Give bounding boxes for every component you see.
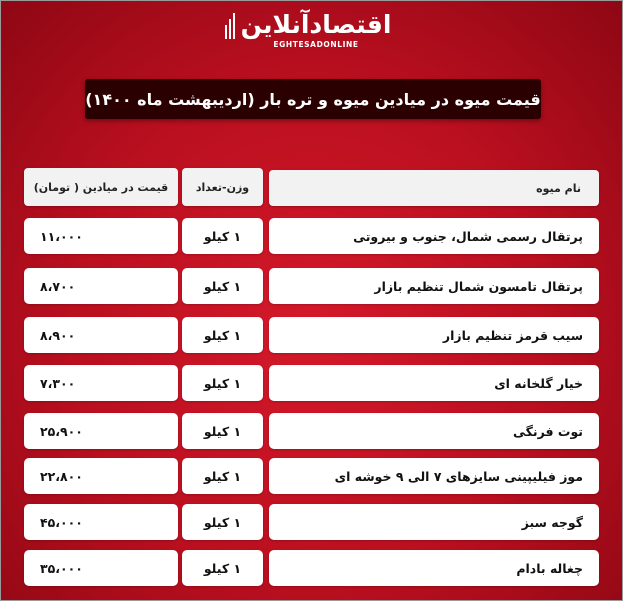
table-row [1, 457, 623, 495]
fruit-unit: ۱ کیلو [182, 458, 263, 494]
table-row [1, 217, 623, 255]
fruit-name: سیب قرمز تنظیم بازار [269, 317, 599, 353]
fruit-unit: ۱ کیلو [182, 317, 263, 353]
fruit-price: ۸،۹۰۰ [40, 327, 76, 343]
fruit-price: ۴۵،۰۰۰ [40, 514, 83, 530]
fruit-price-cell [24, 458, 178, 494]
fruit-price-cell [24, 317, 178, 353]
header-price: قیمت در میادین ( تومان) [24, 168, 178, 206]
logo-text-fa: اقتصادآنلاین [240, 10, 392, 39]
fruit-price: ۲۵،۹۰۰ [40, 423, 83, 439]
fruit-unit: ۱ کیلو [182, 218, 263, 254]
logo-text-en: EGHTESADONLINE [273, 40, 359, 49]
fruit-name: پرتقال تامسون شمال تنظیم بازار [269, 268, 599, 304]
table-row [1, 267, 623, 305]
fruit-price-cell [24, 413, 178, 449]
fruit-unit: ۱ کیلو [182, 504, 263, 540]
fruit-price: ۸،۷۰۰ [40, 278, 76, 294]
table-row [1, 503, 623, 541]
fruit-price-cell [24, 218, 178, 254]
table-row [1, 316, 623, 354]
page-title: قیمت میوه در میادین میوه و تره بار (اردیبهشت ماه ۱۴۰۰) [85, 79, 541, 119]
header-unit: وزن-تعداد [182, 168, 263, 206]
fruit-name: توت فرنگی [269, 413, 599, 449]
table-row [1, 412, 623, 450]
fruit-price-cell [24, 504, 178, 540]
fruit-name: پرتقال رسمی شمال، جنوب و بیروتی [269, 218, 599, 254]
header-fruit-name: نام میوه [269, 170, 599, 206]
fruit-unit: ۱ کیلو [182, 550, 263, 586]
fruit-price: ۷،۳۰۰ [40, 375, 76, 391]
fruit-unit: ۱ کیلو [182, 268, 263, 304]
fruit-name: خیار گلخانه ای [269, 365, 599, 401]
fruit-price-cell [24, 268, 178, 304]
table-row [1, 549, 623, 587]
fruit-name: چغاله بادام [269, 550, 599, 586]
fruit-price: ۳۵،۰۰۰ [40, 560, 83, 576]
fruit-unit: ۱ کیلو [182, 413, 263, 449]
fruit-price-cell [24, 365, 178, 401]
fruit-name: گوجه سبز [269, 504, 599, 540]
fruit-unit: ۱ کیلو [182, 365, 263, 401]
logo [231, 9, 401, 59]
fruit-price: ۱۱،۰۰۰ [40, 228, 83, 244]
table-row [1, 364, 623, 402]
fruit-price-cell [24, 550, 178, 586]
fruit-price: ۲۲،۸۰۰ [40, 468, 83, 484]
fruit-name: موز فیلیپینی سایزهای ۷ الی ۹ خوشه ای [269, 458, 599, 494]
